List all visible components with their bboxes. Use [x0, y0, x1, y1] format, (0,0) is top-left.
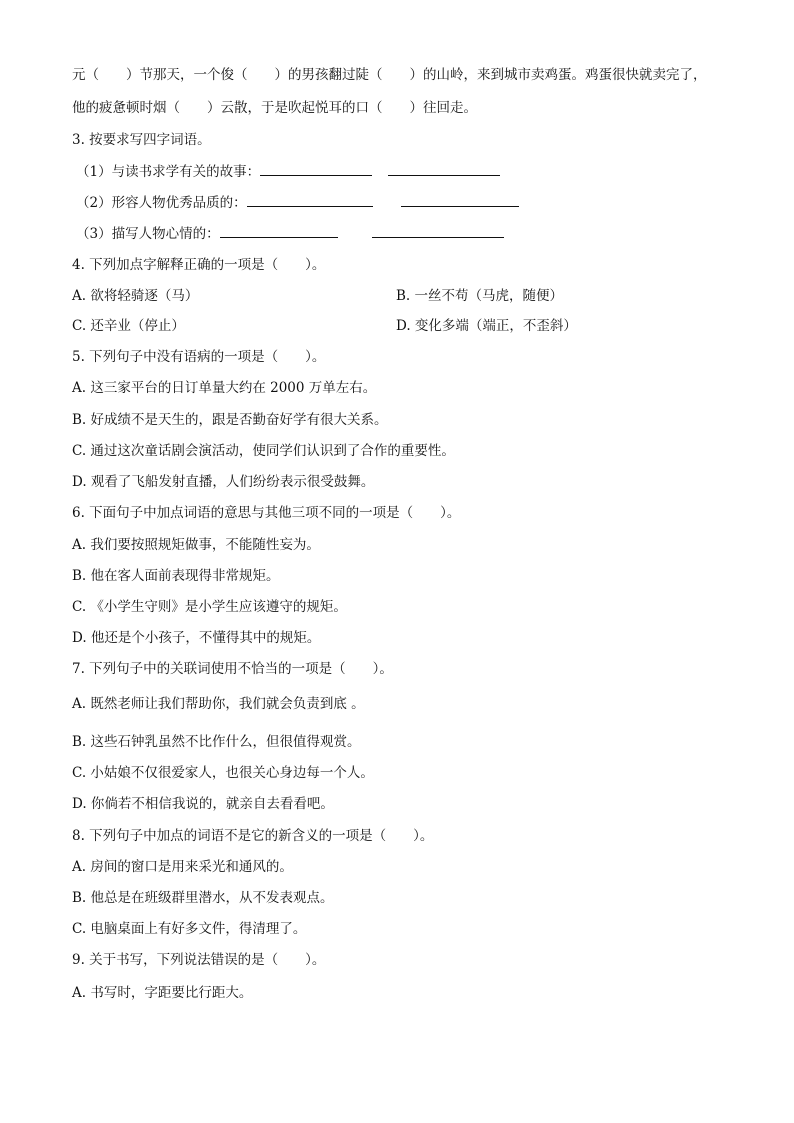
question-9-stem: 9. 关于书写，下列说法错误的是（ ）。	[72, 952, 326, 968]
answer-blank[interactable]	[388, 161, 500, 176]
question-4-option-c: C. 还辛业（停止）	[72, 318, 185, 334]
passage-line-2: 他的疲惫顿时烟（ ）云散，于是吹起悦耳的口（ ）往回走。	[72, 100, 477, 116]
question-3-stem: 3. 按要求写四字词语。	[72, 132, 211, 148]
question-3-item-1-label: （1）与读书求学有关的故事：	[76, 164, 261, 180]
question-3-item-2	[76, 192, 519, 213]
question-5-option-b: B. 好成绩不是天生的，跟是否勤奋好学有很大关系。	[72, 412, 388, 428]
answer-blank[interactable]	[220, 223, 338, 238]
question-5-option-c: C. 通过这次童话剧会演活动，使同学们认识到了合作的重要性。	[72, 443, 455, 459]
question-6-option-c: C. 《小学生守则》是小学生应该遵守的规矩。	[72, 599, 347, 615]
answer-blank[interactable]	[401, 192, 519, 207]
passage-line-1: 元（ ）节那天，一个俊（ ）的男孩翻过陡（ ）的山岭，来到城市卖鸡蛋。鸡蛋很快就卖完了，	[72, 67, 707, 83]
question-7-option-d: D. 你倘若不相信我说的，就亲自去看看吧。	[72, 796, 334, 812]
question-7-option-c: C. 小姑娘不仅很爱家人，也很关心身边每一个人。	[72, 765, 374, 781]
answer-blank[interactable]	[247, 192, 373, 207]
question-9-option-a: A. 书写时，字距要比行距大。	[72, 985, 253, 1001]
question-7-option-b: B. 这些石钟乳虽然不比作什么，但很值得观赏。	[72, 734, 361, 750]
question-3-item-1	[76, 161, 500, 182]
question-7-option-a: A. 既然老师让我们帮助你，我们就会负责到底 。	[72, 696, 365, 712]
question-8-option-c: C. 电脑桌面上有好多文件，得清理了。	[72, 921, 307, 937]
question-5-stem: 5. 下列句子中没有语病的一项是（ ）。	[72, 349, 326, 365]
question-5-option-d: D. 观看了飞船发射直播，人们纷纷表示很受鼓舞。	[72, 474, 375, 490]
question-8-option-b: B. 他总是在班级群里潜水，从不发表观点。	[72, 890, 334, 906]
question-3-item-2-label: （2）形容人物优秀品质的：	[76, 195, 247, 211]
question-8-option-a: A. 房间的窗口是用来采光和通风的。	[72, 859, 293, 875]
question-8-stem: 8. 下列句子中加点的词语不是它的新含义的一项是（ ）。	[72, 828, 434, 844]
question-5-option-a: A. 这三家平台的日订单量大约在 2000 万单左右。	[72, 380, 377, 396]
answer-blank[interactable]	[260, 161, 372, 176]
question-7-stem: 7. 下列句子中的关联词使用不恰当的一项是（ ）。	[72, 661, 393, 677]
question-4-option-a: A. 欲将轻骑逐（马）	[72, 288, 199, 304]
question-3-item-3-label: （3）描写人物心情的：	[76, 226, 220, 242]
question-6-option-d: D. 他还是个小孩子，不懂得其中的规矩。	[72, 630, 321, 646]
question-6-option-a: A. 我们要按照规矩做事，不能随性妄为。	[72, 537, 320, 553]
question-3-item-3	[76, 223, 504, 244]
question-4-option-d: D. 变化多端（端正，不歪斜）	[396, 318, 577, 334]
question-6-option-b: B. 他在客人面前表现得非常规矩。	[72, 568, 280, 584]
question-6-stem: 6. 下面句子中加点词语的意思与其他三项不同的一项是（ ）。	[72, 505, 461, 521]
question-4-stem: 4. 下列加点字解释正确的一项是（ ）。	[72, 257, 326, 273]
answer-blank[interactable]	[372, 223, 504, 238]
question-4-option-b: B. 一丝不苟（马虎，随便）	[396, 288, 564, 304]
